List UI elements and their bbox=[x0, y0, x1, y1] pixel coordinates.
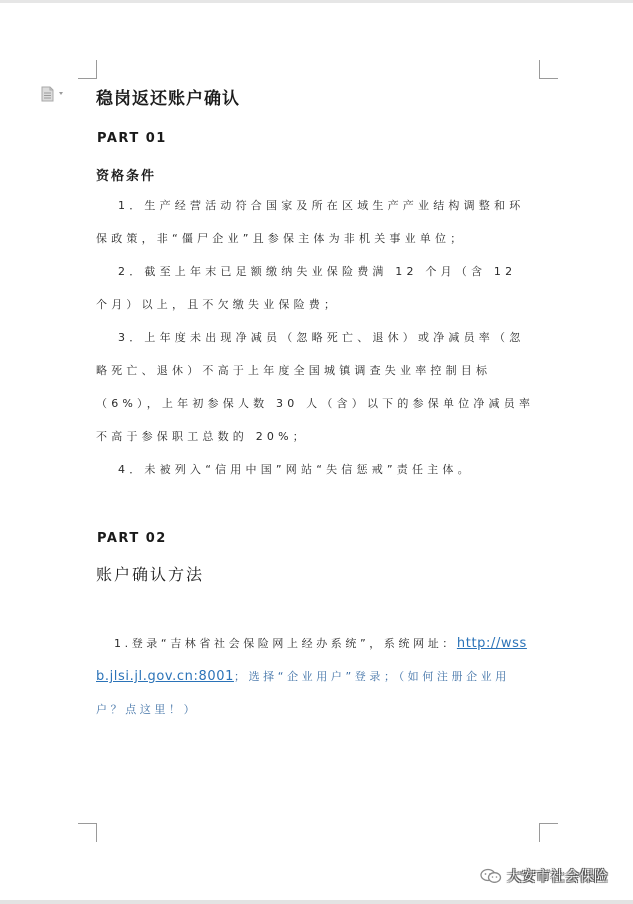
qualification-item-2: 2．截至上年末已足额缴纳失业保险费满 12 个月（含 12 个月）以上，且不欠缴失业保险费； bbox=[96, 265, 517, 311]
system-url-link[interactable]: http://wssb.jlsi.jl.gov.cn:8001 bbox=[96, 636, 527, 684]
part2-heading: PART 02 bbox=[97, 531, 167, 546]
part1-heading: PART 01 bbox=[97, 131, 167, 146]
step1-prefix: 1.登录“吉林省社会保险网上经办系统”，系统网址： bbox=[114, 637, 457, 650]
step1-instructions: ；选择“企业用户”登录；（如何注册企业用户？点这里！） bbox=[96, 670, 510, 716]
crop-mark-bottom-left bbox=[78, 823, 97, 842]
document-title: 稳岗返还账户确认 bbox=[96, 89, 240, 109]
crop-mark-top-left bbox=[78, 60, 97, 79]
wechat-icon bbox=[480, 868, 502, 884]
crop-mark-top-right bbox=[539, 60, 558, 79]
document-icon[interactable] bbox=[40, 86, 68, 102]
watermark bbox=[480, 865, 609, 887]
bottom-border bbox=[0, 900, 633, 904]
watermark-text: 大安市社会保险 bbox=[507, 869, 609, 885]
part1-subheading: 资格条件 bbox=[96, 169, 157, 184]
part2-subheading: 账户确认方法 bbox=[96, 565, 205, 584]
qualification-item-1: 1．生产经营活动符合国家及所在区域生产产业结构调整和环保政策，非“僵尸企业”且参保主体为非机关事业单位； bbox=[96, 199, 525, 245]
top-border bbox=[0, 0, 633, 3]
qualification-item-4: 4．未被列入“信用中国”网站“失信惩戒”责任主体。 bbox=[118, 463, 473, 476]
account-step-1 bbox=[96, 627, 536, 726]
crop-mark-bottom-right bbox=[539, 823, 558, 842]
qualification-item-3: 3．上年度未出现净减员（忽略死亡、退休）或净减员率（忽略死亡、退休）不高于上年度全国城镇调查失业率控制目标（6%），上年初参保人数 30 人（含）以下的参保单位净减员率不高于参保职工总数的 20%； bbox=[96, 331, 535, 443]
